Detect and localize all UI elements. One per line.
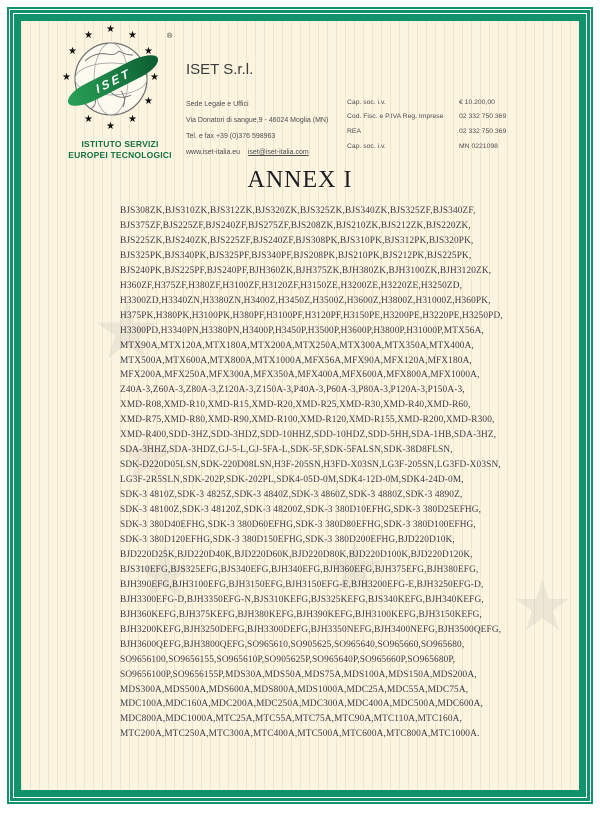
registry-label: REA <box>347 127 361 135</box>
code-list-line: H375PK,H380PK,H3100PK,H380PF,H3100PF,H3120PF,H3150PE,H3200PE,H3220PE,H3250PD, <box>120 310 503 321</box>
code-list-line: BJS308ZK,BJS310ZK,BJS312ZK,BJS320ZK,BJS325ZK,BJS340ZK,BJS325ZF,BJS340ZF, <box>120 206 476 216</box>
star-icon: ★ <box>106 121 115 132</box>
code-list-line: XMD-R08,XMD-R10,XMD-R15,XMD-R20,XMD-R25,XMD-R30,XMD-R40,XMD-R60, <box>120 400 471 411</box>
code-list-line: MDS300A,MDS500A,MDS600A,MDS800A,MDS1000A,MDC25A,MDC55A,MDC75A, <box>120 684 469 695</box>
code-list-line: BJS240PK,BJS225PF,BJS240PF,BJH360ZK,BJH375ZK,BJH380ZK,BJH3100ZK,BJH3120ZK, <box>120 265 492 276</box>
code-list-line: H360ZF,H375ZF,H380ZF,H3100ZF,H3120ZF,H3150ZE,H3200ZE,H3220ZE,H3250ZD, <box>120 280 463 291</box>
code-list-line: Z40A-3,Z60A-3,Z80A-3,Z120A-3,Z150A-3,P40A-3,P60A-3,P80A-3,P120A-3,P150A-3, <box>120 385 465 396</box>
star-icon: ★ <box>128 30 137 41</box>
registry-row <box>347 139 577 154</box>
code-list-line: LG3F-2R5SLN,SDK-202P,SDK-202PL,SDK4-05D-0M,SDK4-12D-0M,SDK4-24D-0M, <box>120 475 464 486</box>
code-list-line: BJS225ZK,BJS240ZK,BJS225ZF,BJS240ZF,BJS308PK,BJS310PK,BJS312PK,BJS320PK, <box>120 235 474 246</box>
page-content <box>21 21 579 790</box>
registry-value: € 10.200,00 <box>459 98 495 106</box>
registry-row <box>347 110 577 125</box>
code-list-line: SO9656100,SO9656155,SO965610P,SO905625P,SO965640P,SO965660P,SO965680P, <box>120 654 456 665</box>
watermark-star-icon: ★ <box>511 567 574 645</box>
code-list-line: BJS325PK,BJS340PK,BJS325PF,BJS340PF,BJS208PK,BJS210PK,BJS212PK,BJS225PK, <box>120 250 472 261</box>
contact-block <box>186 97 328 161</box>
star-icon: ★ <box>84 114 93 125</box>
code-list-line: MTC200A,MTC250A,MTC300A,MTC400A,MTC500A,MTC600A,MTC800A,MTC1000A. <box>120 729 480 740</box>
website-link: www.iset-italia.eu <box>186 149 241 156</box>
contact-line-phone: Tel. e fax +39 (0)376 598963 <box>186 133 276 140</box>
product-code-list <box>120 204 518 742</box>
code-list-line: MTX500A,MTX600A,MTX800A,MTX1000A,MFX56A,MFX90A,MFX120A,MFX180A, <box>120 355 472 366</box>
code-list-line: H3300ZD,H3340ZN,H3380ZN,H3400Z,H3450Z,H3500Z,H3600Z,H3800Z,H31000Z,H360PK, <box>120 295 491 306</box>
registry-label: Cap. soc. i.v. <box>347 142 386 150</box>
code-list-line: XMD-R75,XMD-R80,XMD-R90,XMD-R100,XMD-R120,XMD-R155,XMD-R200,XMD-R300, <box>120 415 495 426</box>
code-list-line: H3300PD,H3340PN,H3380PN,H3400P,H3450P,H3500P,H3600P,H3800P,H31000P,MTX56A, <box>120 325 484 336</box>
certificate-border <box>7 7 593 804</box>
code-list-line: SDK-3 380D40EFHG,SDK-3 380D60EFHG,SDK-3 380D80EFHG,SDK-3 380D100EFHG, <box>120 520 476 531</box>
code-list-line: BJH3200KEFG,BJH3250DEFG,BJH3300DEFG,BJH3350NEFG,BJH3400NEFG,BJH3500QEFG, <box>120 624 502 635</box>
code-list-line: BJD220D25K,BJD220D40K,BJD220D60K,BJD220D80K,BJD220D100K,BJD220D120K, <box>120 549 473 560</box>
registry-value: 02 332 750 369 <box>459 113 507 121</box>
company-name: ISET S.r.l. <box>186 61 254 78</box>
code-list-line: BJH390EFG,BJH3100EFG,BJH3150EFG,BJH3150EFG-E,BJH3200EFG-E,BJH3250EFG-D, <box>120 579 484 590</box>
star-icon: ★ <box>144 96 153 107</box>
contact-line-address: Via Donatori di sangue,9 - 46024 Moglia (MN) <box>186 117 329 124</box>
registry-value: 02 332 750 369 <box>459 127 507 135</box>
code-list-line: SO9656100P,SO9656155P,MDS30A,MDS50A,MDS75A,MDS100A,MDS150A,MDS200A, <box>120 669 477 680</box>
contact-line-offices: Sede Legale e Uffici <box>186 101 249 108</box>
page-title: ANNEX I <box>247 167 353 193</box>
registry-block <box>347 95 577 153</box>
company-logo <box>35 24 205 167</box>
star-icon: ★ <box>106 24 115 35</box>
star-icon: ★ <box>128 114 137 125</box>
code-list-line: BJS310EFG,BJS325EFG,BJS340EFG,BJH340EFG,BJH360EFG,BJH375EFG,BJH380EFG, <box>120 564 479 575</box>
code-list-line: BJH3600QEFG,BJH3800QEFG,SO965610,SO905625,SO965640,SO965660,SO965680, <box>120 639 465 650</box>
star-icon: ★ <box>150 72 159 83</box>
code-list-line: SDK-D220D05LSN,SDK-220D08LSN,H3F-205SN,H3FD-X03SN,LG3F-205SN,LG3FD-X03SN, <box>120 460 501 471</box>
code-list-line: XMD-R400,SDD-3HZ,SDD-3HDZ,SDD-10HHZ,SDD-10HDZ,SDD-5HH,SDA-1HB,SDA-3HZ, <box>120 430 497 441</box>
star-icon: ★ <box>68 46 77 57</box>
star-icon: ★ <box>144 46 153 57</box>
registered-mark: ® <box>167 33 173 40</box>
code-list-line: MDC100A,MDC160A,MDC200A,MDC250A,MDC300A,MDC400A,MDC500A,MDC600A, <box>120 699 483 710</box>
code-list-line: SDK-3 380D120EFHG,SDK-3 380D150EFHG,SDK-3 380D200EFHG,BJD220D10K, <box>120 534 455 545</box>
star-icon: ★ <box>84 30 93 41</box>
code-list-line: BJS375ZF,BJS225ZF,BJS240ZF,BJS275ZF,BJS208ZK,BJS210ZK,BJS212ZK,BJS220ZK, <box>120 220 471 231</box>
code-list-line: SDK-3 4810Z,SDK-3 4825Z,SDK-3 4840Z,SDK-3 4860Z,SDK-3 4880Z,SDK-3 4890Z, <box>120 490 463 501</box>
logo-ribbon-text: ISET <box>93 65 133 96</box>
watermark-star-icon: ★ <box>91 286 163 375</box>
registry-row <box>347 95 577 110</box>
code-list-line: MDC800A,MDC1000A,MTC25A,MTC55A,MTC75A,MTC90A,MTC110A,MTC160A, <box>120 714 462 725</box>
registry-label: Cap. soc. i.v. <box>347 98 386 106</box>
code-list-line: MTX90A,MTX120A,MTX180A,MTX200A,MTX250A,MTX300A,MTX350A,MTX400A, <box>120 340 474 351</box>
contact-line-web <box>186 145 328 161</box>
registry-row <box>347 124 577 139</box>
code-list-line: BJH360KEFG,BJH375KEFG,BJH380KEFG,BJH390KEFG,BJH3100KEFG,BJH3150KEFG, <box>120 609 482 620</box>
code-list-line: BJH3300EFG-D,BJH3350EFG-N,BJS310KEFG,BJS325KEFG,BJS340KEFG,BJH340KEFG, <box>120 594 484 605</box>
star-icon: ★ <box>62 72 71 83</box>
globe-icon <box>55 24 175 137</box>
code-list-line: MFX200A,MFX250A,MFX300A,MFX350A,MFX400A,MFX600A,MFX800A,MFX1000A, <box>120 370 480 381</box>
watermark-star-icon: ★ <box>321 526 389 610</box>
code-list-line: SDA-3HHZ,SDA-3HDZ,GJ-5-L,GJ-5FA-L,SDK-5F,SDK-5FALSN,SDK-38D8FLSN, <box>120 445 453 456</box>
watermark-star-icon: ★ <box>131 531 199 615</box>
registry-label: Cod. Fisc. e P.IVA Reg. Imprese <box>347 113 444 121</box>
org-name: ISTITUTO SERVIZI EUROPEI TECNOLOGICI <box>68 139 172 160</box>
registry-value: MN 0221098 <box>459 142 498 150</box>
email-link[interactable]: iset@iset-italia.com <box>247 149 309 156</box>
code-list-line: SDK-3 48100Z,SDK-3 48120Z,SDK-3 48200Z,SDK-3 380D10EFHG,SDK-3 380D25EFHG, <box>120 505 482 516</box>
watermark-star-icon: ★ <box>116 417 179 495</box>
